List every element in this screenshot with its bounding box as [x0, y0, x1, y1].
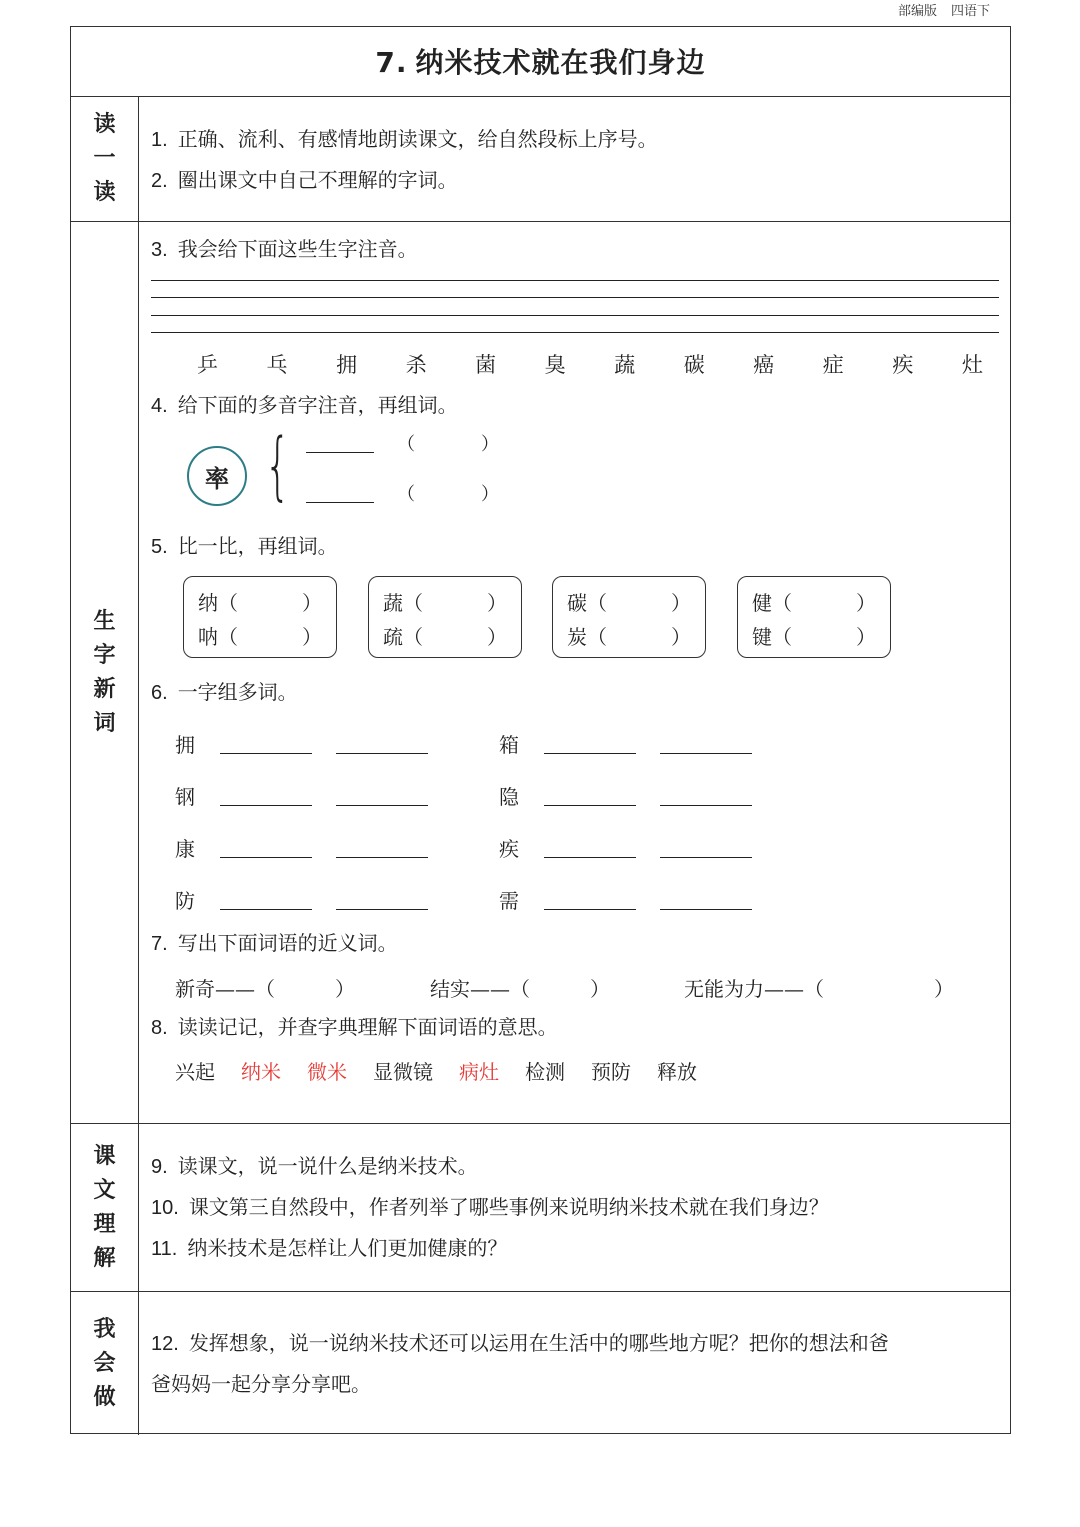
grade-label: 四语下 — [951, 4, 991, 19]
vocab-word: 显微镜 — [373, 1060, 433, 1084]
word-blank[interactable] — [544, 753, 636, 754]
vocab-word-highlight: 纳米 — [241, 1060, 281, 1084]
word-blank[interactable] — [220, 805, 312, 806]
compare-box-4: 健（ ） 键（ ） — [737, 576, 891, 658]
section-read — [71, 97, 1010, 222]
word-blank[interactable] — [544, 857, 636, 858]
word-char: 疾 — [499, 837, 519, 861]
section-label-read: 读 一 读 — [71, 97, 139, 221]
section-understand — [71, 1124, 1010, 1292]
question-3: 3. 我会给下面这些生字注音。 — [151, 237, 418, 261]
word-char: 隐 — [499, 785, 519, 809]
section-label-do: 我 会 做 — [71, 1292, 139, 1435]
new-characters: 乒 乓 拥 杀 菌 臭 蔬 碳 癌 症 疾 灶 — [197, 353, 983, 377]
compare-box-2: 蔬（ ） 疏（ ） — [368, 576, 522, 658]
question-8: 8. 读读记记，并查字典理解下面词语的意思。 — [151, 1015, 558, 1039]
question-9: 9. 读课文，说一说什么是纳米技术。 — [151, 1154, 478, 1178]
synonym-item-2: 结实——（ ） — [430, 977, 610, 1001]
edition-header — [898, 0, 990, 19]
word-blank[interactable] — [220, 753, 312, 754]
question-12: 12. 发挥想象，说一说纳米技术还可以运用在生活中的哪些地方呢？把你的想法和爸 — [151, 1331, 889, 1355]
vocab-words — [175, 1056, 723, 1085]
word-char: 拥 — [175, 733, 195, 757]
word-blank[interactable] — [220, 857, 312, 858]
word-char: 钢 — [175, 785, 195, 809]
section-do — [71, 1292, 1010, 1435]
word-blank[interactable] — [336, 753, 428, 754]
synonym-item-1: 新奇——（ ） — [175, 977, 355, 1001]
question-5: 5. 比一比，再组词。 — [151, 534, 338, 558]
question-12-cont: 爸妈妈一起分享分享吧。 — [151, 1372, 371, 1396]
page-title — [71, 41, 1010, 81]
word-char: 防 — [175, 889, 195, 913]
word-blank[interactable] — [336, 805, 428, 806]
question-10: 10. 课文第三自然段中，作者列举了哪些事例来说明纳米技术就在我们身边？ — [151, 1195, 829, 1219]
synonym-item-3: 无能为力——（ ） — [684, 977, 954, 1001]
worksheet — [70, 26, 1011, 1434]
vocab-word: 检测 — [525, 1060, 565, 1084]
compare-box-1: 纳（ ） 呐（ ） — [183, 576, 337, 658]
polyphone-circle: 率 — [187, 446, 247, 506]
question-4: 4. 给下面的多音字注音，再组词。 — [151, 393, 458, 417]
vocab-word: 预防 — [591, 1060, 631, 1084]
section-label-understand: 课 文 理 解 — [71, 1124, 139, 1291]
vocab-word: 兴起 — [175, 1060, 215, 1084]
word-blank[interactable] — [336, 857, 428, 858]
section-label-vocab: 生 字 新 词 — [71, 222, 139, 1123]
pinyin-blank-1[interactable] — [306, 452, 374, 453]
vocab-word-highlight: 微米 — [307, 1060, 347, 1084]
word-blank[interactable] — [544, 909, 636, 910]
pinyin-blank-2[interactable] — [306, 502, 374, 503]
lesson-number: 7. — [375, 46, 408, 79]
word-char: 需 — [499, 889, 519, 913]
question-11: 11. 纳米技术是怎样让人们更加健康的？ — [151, 1236, 508, 1260]
word-blank[interactable] — [660, 753, 752, 754]
word-char: 康 — [175, 837, 195, 861]
word-blank[interactable] — [660, 909, 752, 910]
brace-icon: { — [264, 423, 291, 509]
question-6: 6. 一字组多词。 — [151, 680, 298, 704]
word-blank[interactable] — [544, 805, 636, 806]
word-blank[interactable] — [660, 857, 752, 858]
edition-label: 部编版 — [898, 4, 938, 19]
compare-box-3: 碳（ ） 炭（ ） — [552, 576, 706, 658]
word-blank[interactable] — [220, 909, 312, 910]
vocab-word-highlight: 病灶 — [459, 1060, 499, 1084]
word-blank[interactable] — [660, 805, 752, 806]
question-7: 7. 写出下面词语的近义词。 — [151, 931, 398, 955]
section-vocab: 生 字 新 词 3. 我会给下面这些生字注音。 乒 乓 拥 杀 菌 臭 蔬 碳 癌 症 疾 灶 4. 给下面的多音字注音，再组词。 率 { （ ） （ ） 5. 比一比，再组词。 纳（ ） 呐（ ） 蔬（ ） 疏（ ） 碳（ ） 炭（ ） 健（ ） 键（ ） 6. 一字组多词。 拥 钢 康 防 箱 隐 疾 需 7. 写出下面词语的近义词。 新奇——（ ） 结实——（ ） 无能为力——（ ） 8. 读读记记，并查字典理解下面词语的意思。 兴起 纳米 微米 显微镜 病灶 检测 预防 释放 — [71, 222, 1010, 1124]
lesson-title: 纳米技术就在我们身边 — [415, 46, 706, 79]
question-1: 1. 正确、流利、有感情地朗读课文，给自然段标上序号。 — [151, 127, 658, 151]
vocab-word: 释放 — [657, 1060, 697, 1084]
word-blank[interactable] — [336, 909, 428, 910]
question-2: 2. 圈出课文中自己不理解的字词。 — [151, 168, 458, 192]
title-row — [71, 27, 1010, 97]
word-char: 箱 — [499, 733, 519, 757]
